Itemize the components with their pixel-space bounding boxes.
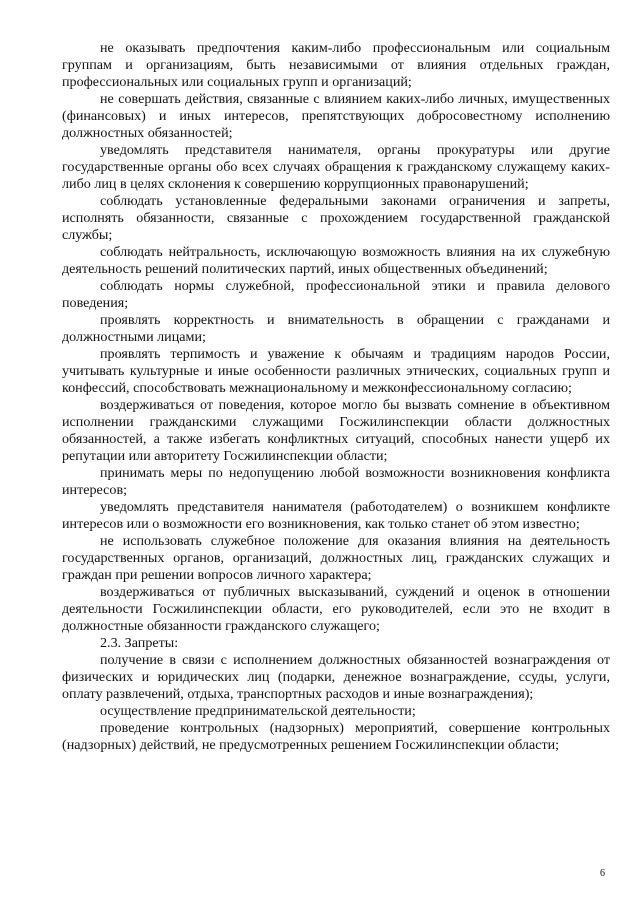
paragraph-no-personal-interest: не совершать действия, связанные с влиянием каких-либо личных, имущественных (финансовых) и иных интересов, препятствующих добросовестному исполнению должностных обязанностей; xyxy=(62,91,610,141)
paragraph-notify-corruption: уведомлять представителя нанимателя, органы прокуратуры или другие государственные органы обо всех случаях обращения к гражданскому служащему каких-либо лиц в целях склонения к совершению коррупционных правонарушений; xyxy=(62,142,610,192)
paragraph-no-rewards: получение в связи с исполнением должностных обязанностей вознаграждения от физических и юридических лиц (подарки, денежное вознаграждение, ссуды, услуги, оплату развлечений, отдыха, транспортных расходов и иные вознаграждения); xyxy=(62,652,610,702)
paragraph-no-influence: не использовать служебное положение для оказания влияния на деятельность государственных органов, организаций, должностных лиц, гражданских служащих и граждан при решении вопросов личного характера; xyxy=(62,533,610,583)
paragraph-correctness: проявлять корректность и внимательность в обращении с гражданами и должностными лицами; xyxy=(62,312,610,345)
paragraph-no-business: осуществление предпринимательской деятельности; xyxy=(100,703,416,719)
section-heading-prohibitions: 2.3. Запреты: xyxy=(100,635,179,651)
paragraph-no-unplanned-inspections: проведение контрольных (надзорных) мероприятий, совершение контрольных (надзорных) действий, не предусмотренных решением Госжилинспекции области; xyxy=(62,720,610,753)
paragraph-ethics: соблюдать нормы служебной, профессиональной этики и правила делового поведения; xyxy=(62,278,610,311)
page-number: 6 xyxy=(600,868,605,879)
paragraph-observe-restrictions: соблюдать установленные федеральными законами ограничения и запреты, исполнять обязанности, связанные с прохождением государственной гражданской службы; xyxy=(62,193,610,243)
paragraph-neutrality: соблюдать нейтральность, исключающую возможность влияния на их служебную деятельность решений политических партий, иных общественных объединений; xyxy=(62,244,610,277)
paragraph-avoid-doubt: воздерживаться от поведения, которое могло бы вызвать сомнение в объективном исполнении гражданскими служащими Госжилинспекции области должностных обязанностей, а также избегать конфликтных ситуаций, способных нанести ущерб их репутации или авторитету Госжилинспекции области; xyxy=(62,397,610,464)
paragraph-notify-conflict: уведомлять представителя нанимателя (работодателем) о возникшем конфликте интересов или о возможности его возникновения, как только станет об этом известно; xyxy=(62,499,610,532)
paragraph-no-preference: не оказывать предпочтения каким-либо профессиональным или социальным группам и организациям, быть независимыми от влияния отдельных граждан, профессиональных или социальных групп и организаций; xyxy=(62,40,610,90)
document-body xyxy=(62,40,610,754)
paragraph-tolerance: проявлять терпимость и уважение к обычаям и традициям народов России, учитывать культурные и иные особенности различных этнических, социальных групп и конфессий, способствовать межнациональному и межконфессиональному согласию; xyxy=(62,346,610,396)
paragraph-prevent-conflict: принимать меры по недопущению любой возможности возникновения конфликта интересов; xyxy=(62,465,610,498)
paragraph-public-statements: воздерживаться от публичных высказываний, суждений и оценок в отношении деятельности Госжилинспекции области, его руководителей, если это не входит в должностные обязанности гражданского служащего; xyxy=(62,584,610,634)
